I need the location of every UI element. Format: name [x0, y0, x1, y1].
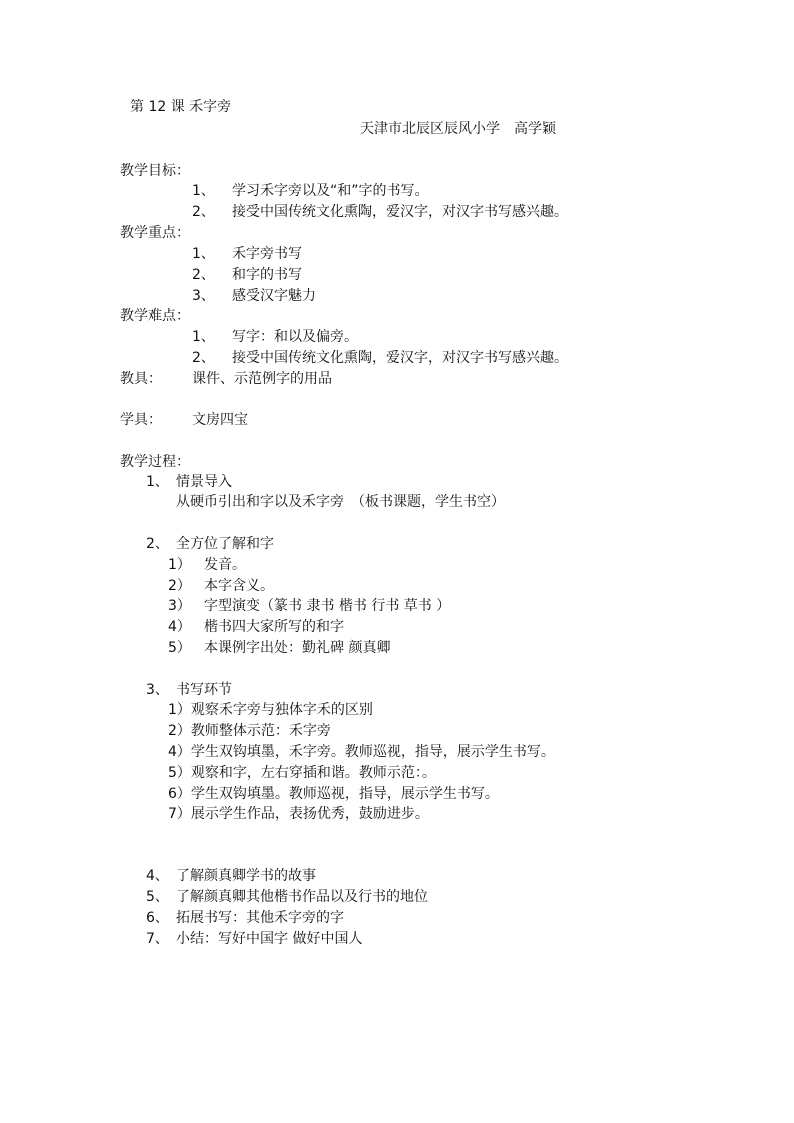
step-3-item: 7）展示学生作品，表扬优秀，鼓励进步。 [168, 806, 429, 822]
step-2-item [168, 555, 246, 575]
goal-number: 2、 [192, 204, 215, 220]
process-step-5 [146, 887, 428, 907]
process-label: 教学过程： [120, 454, 190, 470]
teaching-tools-label: 教具： [120, 371, 162, 387]
step-2-item [168, 596, 450, 616]
process-step-7 [146, 929, 362, 949]
sub-text: 本字含义。 [204, 578, 274, 594]
sub-text: 楷书四大家所写的和字 [204, 619, 344, 635]
key-point-item [192, 244, 302, 264]
step-1-detail: 从硬币引出和字以及禾字旁 （板书课题，学生书空） [176, 494, 505, 510]
difficulty-text: 接受中国传统文化熏陶，爱汉字，对汉字书写感兴趣。 [232, 350, 568, 366]
step-title: 了解颜真卿学书的故事 [176, 868, 316, 884]
step-title: 书写环节 [176, 682, 232, 698]
teaching-tools-text: 课件、示范例字的用品 [192, 371, 332, 387]
key-point-item [192, 286, 316, 306]
key-point-text: 和字的书写 [232, 267, 302, 283]
author-line: 天津市北辰区辰风小学 高学颖 [360, 121, 556, 137]
goal-item [192, 202, 568, 222]
sub-text: 发音。 [204, 557, 246, 573]
sub-number: 3） [168, 598, 191, 614]
process-step-1 [146, 472, 232, 492]
difficulty-number: 2、 [192, 350, 215, 366]
process-step-4 [146, 866, 316, 886]
process-step-3 [146, 680, 232, 700]
sub-number: 5） [168, 640, 191, 656]
difficulty-text: 写字：和以及偏旁。 [232, 329, 358, 345]
goals-label: 教学目标： [120, 163, 190, 179]
step-title: 情景导入 [176, 474, 232, 490]
learning-tools-label: 学具： [120, 412, 162, 428]
process-step-6 [146, 908, 344, 928]
step-number: 4、 [146, 868, 169, 884]
learning-tools-text: 文房四宝 [192, 412, 248, 428]
step-3-item: 2）教师整体示范：禾字旁 [168, 723, 331, 739]
process-step-2 [146, 534, 274, 554]
step-number: 7、 [146, 931, 169, 947]
goal-item [192, 181, 429, 201]
step-2-item [168, 638, 390, 658]
step-number: 3、 [146, 682, 169, 698]
learning-tools [120, 410, 248, 430]
sub-number: 2） [168, 578, 191, 594]
goal-number: 1、 [192, 183, 215, 199]
sub-text: 字型演变（篆书 隶书 楷书 行书 草书 ） [204, 598, 451, 614]
step-title: 拓展书写：其他禾字旁的字 [176, 910, 344, 926]
goal-text: 接受中国传统文化熏陶，爱汉字，对汉字书写感兴趣。 [232, 204, 568, 220]
sub-text: 本课例字出处：勤礼碑 颜真卿 [204, 640, 391, 656]
key-point-number: 2、 [192, 267, 215, 283]
sub-number: 1） [168, 557, 191, 573]
step-number: 5、 [146, 889, 169, 905]
step-title: 了解颜真卿其他楷书作品以及行书的地位 [176, 889, 428, 905]
step-number: 1、 [146, 474, 169, 490]
key-point-number: 3、 [192, 288, 215, 304]
step-title: 小结：写好中国字 做好中国人 [176, 931, 363, 947]
step-3-item: 1）观察禾字旁与独体字禾的区别 [168, 702, 373, 718]
step-3-item: 6）学生双钩填墨。教师巡视，指导，展示学生书写。 [168, 786, 499, 802]
key-point-number: 1、 [192, 246, 215, 262]
step-2-item [168, 576, 274, 596]
key-points-label: 教学重点： [120, 225, 190, 241]
key-point-text: 禾字旁书写 [232, 246, 302, 262]
key-point-item [192, 265, 302, 285]
goal-text: 学习禾字旁以及“和”字的书写。 [232, 183, 429, 199]
step-number: 2、 [146, 536, 169, 552]
step-3-item: 5）观察和字，左右穿插和谐。教师示范：。 [168, 765, 436, 781]
teaching-tools [120, 369, 332, 389]
lesson-title: 第 12 课 禾字旁 [130, 99, 232, 115]
sub-number: 4） [168, 619, 191, 635]
difficulty-item [192, 327, 358, 347]
difficulty-item [192, 348, 568, 368]
step-number: 6、 [146, 910, 169, 926]
difficulty-number: 1、 [192, 329, 215, 345]
step-2-item [168, 617, 344, 637]
difficulties-label: 教学难点： [120, 308, 190, 324]
step-3-item: 4）学生双钩填墨，禾字旁。教师巡视，指导，展示学生书写。 [168, 744, 555, 760]
step-title: 全方位了解和字 [176, 536, 274, 552]
key-point-text: 感受汉字魅力 [232, 288, 316, 304]
